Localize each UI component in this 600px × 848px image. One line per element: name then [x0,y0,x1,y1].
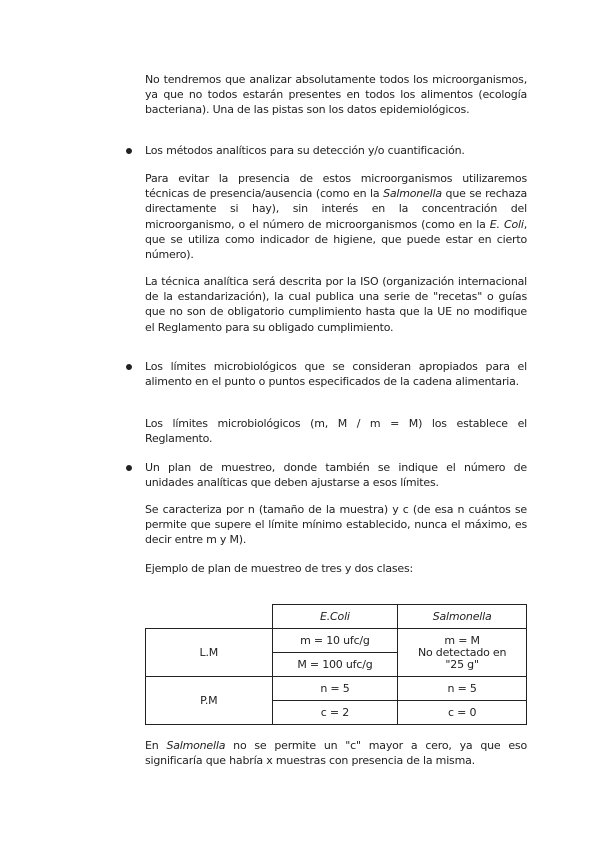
table-cell: c = 2 [272,701,398,725]
table-row-label-pm: P.M [146,677,273,725]
closing-paragraph [145,738,527,768]
table-row [146,629,527,653]
bullet-icon [126,465,132,471]
table-header-salmonella: Salmonella [398,605,527,629]
bullet-icon [126,364,132,370]
bullet3-paragraph-2: Ejemplo de plan de muestreo de tres y dos clases: [145,562,414,575]
text-run-italic: E. Coli [489,217,524,231]
text-run-italic: Salmonella [383,187,442,201]
table-cell: n = 5 [272,677,398,701]
table-cell: m = 10 ufc/g [272,629,398,653]
table-cell: n = 5 [398,677,527,701]
table-blank-cell [146,605,273,629]
bullet3-heading: Un plan de muestreo, donde también se indique el número de unidades analíticas que deben ajustarse a esos límites. [145,461,527,490]
table-header-ecoli: E.Coli [272,605,398,629]
sampling-plan-table [145,604,527,725]
cell-line: "25 g" [445,657,479,671]
bullet-icon [126,148,132,154]
text-run: no se permite un "c" mayor a cero, ya que eso significaría que habría x muestras con presencia de la misma. [145,739,527,768]
table-cell: c = 0 [398,701,527,725]
bullet2-paragraph-1: Los límites microbiológicos (m, M / m = M) los establece el Reglamento. [145,417,527,446]
table-row-label-lm: L.M [146,629,273,677]
table-cell: M = 100 ufc/g [272,653,398,677]
cell-line: No detectado en [417,645,507,659]
cell-line: m = M [444,633,480,647]
bullet1-heading: Los métodos analíticos para su detección y/o cuantificación. [145,144,465,157]
text-run: , que se utiliza como indicador de higiene, que puede estar en cierto número). [145,217,527,262]
table-header-row [146,605,527,629]
text-run: Para evitar la presencia de estos microorganismos utilizaremos técnicas de presencia/ausencia (como en la [145,172,527,201]
bullet3-paragraph-1: Se caracteriza por n (tamaño de la muestra) y c (de esa n cuántos se permite que supere el límite mínimo establecido, nunca el máximo, es decir entre m y M). [145,503,527,547]
table-row [146,677,527,701]
bullet2-heading: Los límites microbiológicos que se consideran apropiados para el alimento en el punto o puntos especificados de la cadena alimentaria. [145,360,527,389]
text-run: que se rechaza directamente si hay), sin interés en la concentración del microorganismo, o el número de microorganismos (como en la [145,187,527,231]
bullet1-paragraph-1 [145,171,527,262]
bullet1-paragraph-2: La técnica analítica será descrita por la ISO (organización internacional de la estandarización), la cual publica una serie de "recetas" o guías que no son de obligatorio cumplimiento hasta que la UE no modifique el Reglamento para su obligado cumplimiento. [145,275,527,334]
intro-paragraph: No tendremos que analizar absolutamente todos los microorganismos, ya que no todos estarán presentes en todos los alimentos (ecología bacteriana). Una de las pistas son los datos epidemiológicos. [145,73,527,117]
text-run: En [145,739,167,752]
table-cell [398,629,527,677]
text-run-italic: Salmonella [166,739,226,752]
